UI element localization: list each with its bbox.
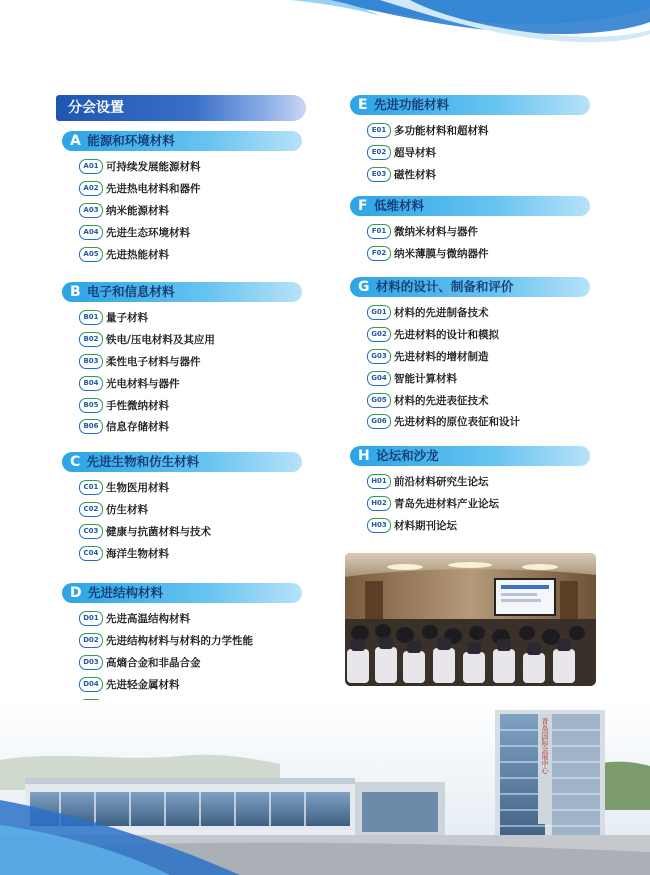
- item-label: 材料的先进表征技术: [394, 394, 489, 407]
- code-badge: G04: [367, 371, 391, 386]
- section-title: 先进结构材料: [87, 585, 163, 600]
- section-letter: F: [358, 198, 368, 214]
- item-label: 先进轻金属材料: [106, 678, 180, 691]
- code-badge: A02: [79, 181, 103, 196]
- section-header: [350, 196, 590, 216]
- list-item: [367, 243, 590, 265]
- item-label: 微纳米材料与器件: [394, 226, 478, 239]
- section-b: [62, 282, 302, 438]
- code-badge: E02: [367, 145, 391, 160]
- code-badge: E03: [367, 167, 391, 182]
- item-label: 纳米能源材料: [106, 204, 169, 217]
- code-badge: E01: [367, 123, 391, 138]
- section-title: 先进功能材料: [373, 97, 449, 112]
- conference-photo: [345, 553, 596, 686]
- list-item: [367, 120, 590, 142]
- item-label: 先进高温结构材料: [106, 613, 190, 626]
- section-a: [62, 131, 302, 265]
- section-header: [62, 282, 302, 302]
- section-title: 能源和环境材料: [87, 133, 175, 148]
- item-label: 铁电/压电材料及其应用: [106, 334, 215, 347]
- main-title: 分会设置: [56, 95, 306, 121]
- section-d: [62, 583, 302, 717]
- code-badge: C01: [79, 480, 103, 495]
- section-e: [350, 95, 590, 185]
- subsection-list: [350, 120, 590, 185]
- list-item: [367, 324, 590, 346]
- item-label: 青岛先进材料产业论坛: [394, 498, 499, 511]
- item-label: 高熵合金和非晶合金: [106, 656, 201, 669]
- code-badge: B02: [79, 332, 103, 347]
- section-title: 论坛和沙龙: [376, 448, 439, 463]
- item-label: 先进材料的设计和模拟: [394, 329, 499, 342]
- section-letter: A: [70, 133, 81, 149]
- list-item: [79, 307, 302, 329]
- convention-center-illustration: [0, 700, 650, 875]
- item-label: 先进材料的增材制造: [394, 350, 489, 363]
- item-label: 纳米薄膜与微纳器件: [394, 248, 489, 261]
- list-item: [367, 515, 590, 537]
- code-badge: D02: [79, 633, 103, 648]
- code-badge: A01: [79, 159, 103, 174]
- item-label: 先进生态环境材料: [106, 226, 190, 239]
- section-f: [350, 196, 590, 265]
- code-badge: H02: [367, 496, 391, 511]
- item-label: 健康与抗菌材料与技术: [106, 525, 211, 538]
- list-item: [79, 243, 302, 265]
- section-header: [62, 452, 302, 472]
- code-badge: C04: [79, 546, 103, 561]
- section-h: [350, 446, 590, 536]
- code-badge: D04: [79, 677, 103, 692]
- list-item: [79, 499, 302, 521]
- list-item: [367, 471, 590, 493]
- list-item: [367, 411, 590, 433]
- list-item: [79, 608, 302, 630]
- list-item: [79, 416, 302, 438]
- list-item: [367, 389, 590, 411]
- section-title: 材料的设计、制备和评价: [375, 279, 514, 294]
- section-header: [350, 277, 590, 297]
- item-label: 仿生材料: [106, 504, 148, 517]
- code-badge: G03: [367, 349, 391, 364]
- code-badge: F01: [367, 224, 391, 239]
- list-item: [367, 302, 590, 324]
- section-header: [62, 131, 302, 151]
- code-badge: B04: [79, 376, 103, 391]
- item-label: 生物医用材料: [106, 482, 169, 495]
- item-label: 前沿材料研究生论坛: [394, 476, 489, 489]
- item-label: 量子材料: [106, 312, 148, 325]
- item-label: 先进材料的原位表征和设计: [394, 416, 520, 429]
- list-item: [79, 200, 302, 222]
- list-item: [79, 329, 302, 351]
- list-item: [79, 521, 302, 543]
- item-label: 磁性材料: [394, 168, 436, 181]
- section-c: [62, 452, 302, 564]
- item-label: 先进热能材料: [106, 248, 169, 261]
- subsection-list: [62, 156, 302, 265]
- list-item: [79, 652, 302, 674]
- list-item: [367, 142, 590, 164]
- item-label: 先进热电材料和器件: [106, 183, 201, 196]
- section-letter: H: [358, 448, 370, 464]
- code-badge: G05: [367, 393, 391, 408]
- item-label: 信息存储材料: [106, 421, 169, 434]
- code-badge: G06: [367, 414, 391, 429]
- building-sign: 青岛国际会展中心: [541, 718, 549, 774]
- code-badge: G01: [367, 305, 391, 320]
- item-label: 海洋生物材料: [106, 547, 169, 560]
- section-title: 电子和信息材料: [87, 284, 175, 299]
- list-item: [79, 372, 302, 394]
- code-badge: B05: [79, 398, 103, 413]
- section-letter: C: [70, 454, 81, 470]
- subsection-list: [350, 221, 590, 265]
- conference-hall-image: [345, 553, 596, 686]
- code-badge: B03: [79, 354, 103, 369]
- code-badge: D03: [79, 655, 103, 670]
- item-label: 先进结构材料与材料的力学性能: [106, 635, 253, 648]
- code-badge: A03: [79, 203, 103, 218]
- section-title: 先进生物和仿生材料: [86, 454, 200, 469]
- code-badge: A05: [79, 247, 103, 262]
- code-badge: G02: [367, 327, 391, 342]
- list-item: [79, 351, 302, 373]
- code-badge: H03: [367, 518, 391, 533]
- list-item: [79, 477, 302, 499]
- list-item: [79, 542, 302, 564]
- list-item: [79, 221, 302, 243]
- list-item: [367, 164, 590, 186]
- list-item: [79, 673, 302, 695]
- subsection-list: [62, 307, 302, 438]
- code-badge: D01: [79, 611, 103, 626]
- item-label: 多功能材料和超材料: [394, 125, 489, 138]
- section-title: 低维材料: [373, 198, 424, 213]
- list-item: [79, 394, 302, 416]
- item-label: 智能计算材料: [394, 372, 457, 385]
- code-badge: H01: [367, 474, 391, 489]
- list-item: [79, 178, 302, 200]
- list-item: [367, 493, 590, 515]
- item-label: 材料的先进制备技术: [394, 307, 489, 320]
- top-wave-decoration: [0, 0, 650, 70]
- code-badge: C03: [79, 524, 103, 539]
- section-letter: D: [70, 585, 82, 601]
- subsection-list: [350, 302, 590, 433]
- list-item: [367, 346, 590, 368]
- item-label: 光电材料与器件: [106, 377, 180, 390]
- code-badge: B06: [79, 419, 103, 434]
- section-g: [350, 277, 590, 433]
- subsection-list: [62, 477, 302, 564]
- list-item: [367, 221, 590, 243]
- item-label: 手性微纳材料: [106, 399, 169, 412]
- section-header: [62, 583, 302, 603]
- list-item: [79, 630, 302, 652]
- code-badge: F02: [367, 246, 391, 261]
- section-letter: B: [70, 284, 81, 300]
- section-letter: E: [358, 97, 368, 113]
- item-label: 材料期刊论坛: [394, 519, 457, 532]
- code-badge: A04: [79, 225, 103, 240]
- code-badge: B01: [79, 310, 103, 325]
- section-header: [350, 446, 590, 466]
- list-item: [79, 156, 302, 178]
- item-label: 可持续发展能源材料: [106, 161, 201, 174]
- code-badge: C02: [79, 502, 103, 517]
- item-label: 超导材料: [394, 147, 436, 160]
- list-item: [367, 367, 590, 389]
- subsection-list: [350, 471, 590, 536]
- item-label: 柔性电子材料与器件: [106, 355, 201, 368]
- section-letter: G: [358, 279, 370, 295]
- section-header: [350, 95, 590, 115]
